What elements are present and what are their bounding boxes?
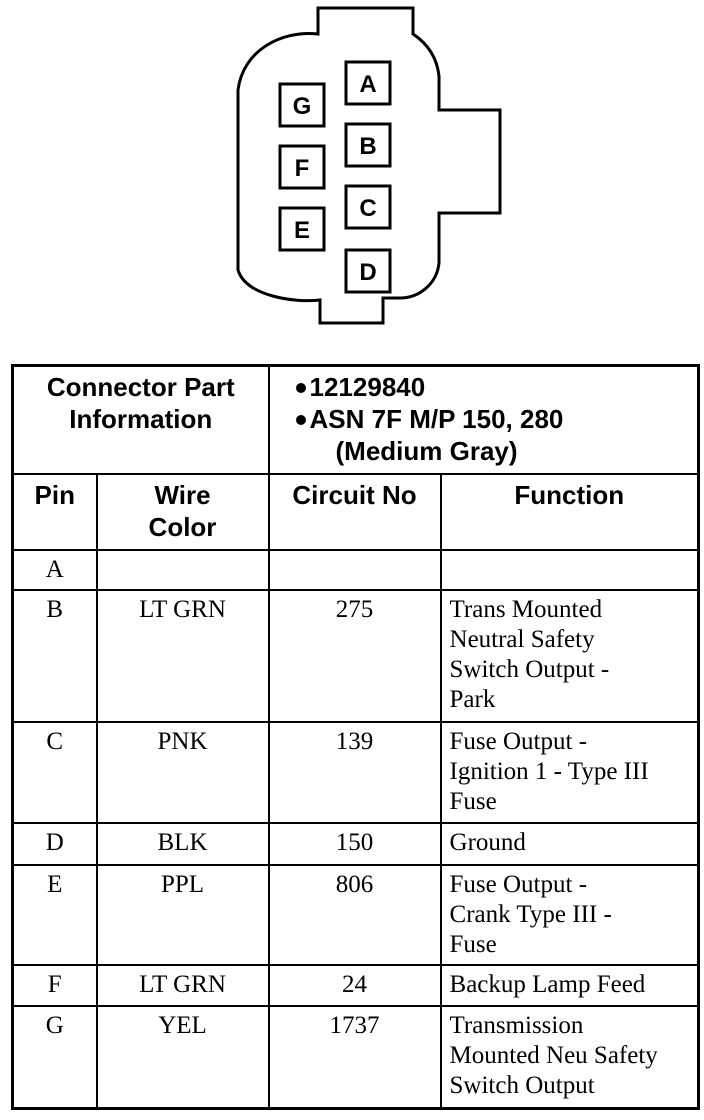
circuit-cell: 24 (269, 965, 441, 1006)
part-info-row (13, 366, 699, 474)
column-header-row (13, 474, 699, 550)
circuit-cell: 139 (269, 722, 441, 823)
circuit-cell: 806 (269, 865, 441, 965)
pin-e-box (280, 208, 324, 250)
pin-cell: G (13, 1006, 97, 1109)
pin-f-label: F (294, 155, 310, 182)
wire-color-cell (97, 550, 269, 590)
wire-color-cell: YEL (97, 1006, 269, 1109)
col-function: Function (441, 474, 699, 550)
pin-a-label: A (359, 71, 377, 98)
part-color: (Medium Gray) (335, 436, 518, 466)
wire-color-cell: BLK (97, 823, 269, 865)
table-row (13, 722, 699, 823)
table-row (13, 965, 699, 1006)
function-cell: Backup Lamp Feed (441, 965, 699, 1006)
wire-color-cell: LT GRN (97, 965, 269, 1006)
pin-g-label: G (292, 93, 312, 120)
pin-d-box (346, 250, 390, 292)
wire-color-cell: PPL (97, 865, 269, 965)
circuit-cell: 150 (269, 823, 441, 865)
part-numbers (269, 366, 699, 474)
col-wire-color (97, 474, 269, 550)
function-cell (441, 550, 699, 590)
wire-color-cell: LT GRN (97, 590, 269, 722)
col-wire-color-label: Wire Color (148, 479, 217, 542)
table-row (13, 865, 699, 965)
function-cell: Trans Mounted Neutral Safety Switch Output - Park (441, 590, 699, 722)
pin-cell: D (13, 823, 97, 865)
pin-g-box (280, 84, 324, 126)
table-row (13, 590, 699, 722)
pin-b-label: B (359, 133, 377, 160)
pin-cell: B (13, 590, 97, 722)
part-info-label: Connector Part Information (13, 366, 269, 474)
pin-b-box (346, 124, 390, 166)
table-row (13, 550, 699, 590)
pin-cell: F (13, 965, 97, 1006)
circuit-cell: 1737 (269, 1006, 441, 1109)
wire-color-cell: PNK (97, 722, 269, 823)
col-circuit-no: Circuit No (269, 474, 441, 550)
function-cell: Transmission Mounted Neu Safety Switch Output (441, 1006, 699, 1109)
pin-d-label: D (359, 259, 377, 286)
table-row (13, 1006, 699, 1109)
pin-cell: E (13, 865, 97, 965)
pin-cell: A (13, 550, 97, 590)
circuit-cell: 275 (269, 590, 441, 722)
part-number-1: 12129840 (309, 372, 426, 402)
circuit-cell (269, 550, 441, 590)
pin-f-box (280, 146, 324, 188)
pin-c-box (346, 186, 390, 228)
pin-cell: C (13, 722, 97, 823)
function-cell: Fuse Output - Ignition 1 - Type III Fuse (441, 722, 699, 823)
pin-e-label: E (293, 217, 311, 244)
function-cell: Ground (441, 823, 699, 865)
pin-c-label: C (359, 195, 377, 222)
function-cell: Fuse Output - Crank Type III - Fuse (441, 865, 699, 965)
connector-diagram (0, 0, 704, 350)
table-row (13, 823, 699, 865)
pin-a-box (346, 62, 390, 104)
part-number-2: ASN 7F M/P 150, 280 (309, 404, 564, 434)
pinout-table (11, 364, 700, 1110)
col-pin: Pin (13, 474, 97, 550)
